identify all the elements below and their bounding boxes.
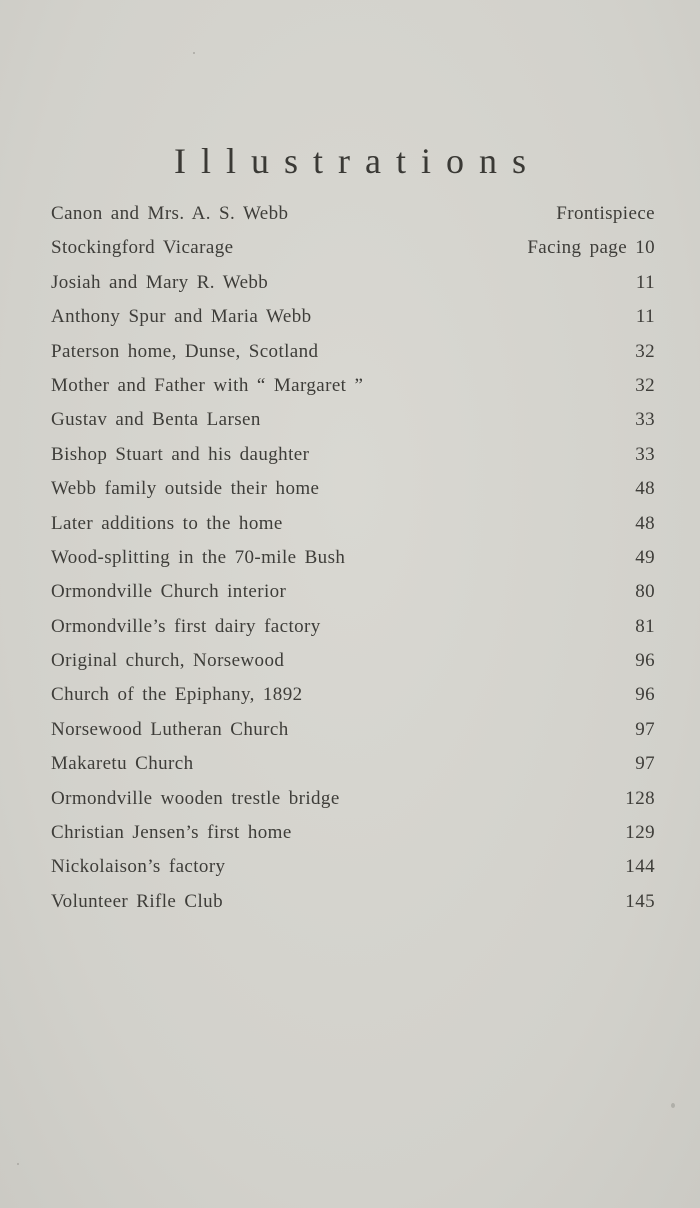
list-item [51,650,655,684]
page-reference: 97 [635,753,655,775]
illustration-caption: Makaretu Church [51,753,194,775]
list-item [51,547,655,581]
page-reference: 96 [635,684,655,706]
page-reference: 128 [625,787,655,809]
illustration-caption: Bishop Stuart and his daughter [51,443,310,465]
list-item [51,616,655,650]
page-reference: 97 [635,718,655,740]
page-reference: 145 [625,890,655,912]
illustration-caption: Stockingford Vicarage [51,237,234,259]
list-item [51,822,655,856]
list-item [51,203,655,237]
paper-speck [671,1103,675,1108]
page-reference: 81 [635,615,655,637]
illustration-caption: Norsewood Lutheran Church [51,718,289,740]
list-item [51,306,655,340]
page-reference: 96 [635,650,655,672]
list-item [51,719,655,753]
page-title: Illustrations [174,141,541,181]
page-reference: 11 [635,306,655,328]
list-item [51,341,655,375]
page-reference: 33 [635,443,655,465]
illustration-caption: Volunteer Rifle Club [51,890,223,912]
illustration-caption: Mother and Father with “ Margaret ” [51,374,364,396]
illustration-caption: Nickolaison’s factory [51,856,226,878]
page-reference: 32 [635,340,655,362]
list-item [51,581,655,615]
page-reference: 80 [635,581,655,603]
list-item [51,237,655,271]
page-reference: 33 [635,409,655,431]
page-reference: 48 [635,478,655,500]
list-item [51,409,655,443]
page-reference: 11 [635,271,655,293]
illustration-caption: Paterson home, Dunse, Scotland [51,340,319,362]
page-reference: 129 [625,822,655,844]
paper-speck [17,1163,19,1165]
page-reference: 144 [625,856,655,878]
paper-speck [193,52,195,54]
list-item [51,856,655,890]
illustrations-list [51,203,655,925]
illustration-caption: Webb family outside their home [51,478,320,500]
illustration-caption: Church of the Epiphany, 1892 [51,684,303,706]
illustration-caption: Christian Jensen’s first home [51,822,292,844]
illustration-caption: Ormondville’s first dairy factory [51,615,321,637]
list-item [51,444,655,478]
page-reference: Facing page 10 [527,237,655,259]
list-item [51,788,655,822]
page-reference: 49 [635,546,655,568]
illustration-caption: Wood-splitting in the 70-mile Bush [51,546,346,568]
illustration-caption: Later additions to the home [51,512,283,534]
page-reference: 48 [635,512,655,534]
illustration-caption: Canon and Mrs. A. S. Webb [51,203,289,224]
page-reference: Frontispiece [556,203,655,224]
illustration-caption: Ormondville wooden trestle bridge [51,787,340,809]
illustration-caption: Original church, Norsewood [51,650,285,672]
list-item [51,478,655,512]
illustration-caption: Josiah and Mary R. Webb [51,271,269,293]
illustration-caption: Ormondville Church interior [51,581,287,603]
list-item [51,891,655,925]
list-item [51,272,655,306]
illustration-caption: Anthony Spur and Maria Webb [51,306,312,328]
list-item [51,684,655,718]
page-reference: 32 [635,374,655,396]
list-item [51,753,655,787]
list-item [51,375,655,409]
illustration-caption: Gustav and Benta Larsen [51,409,261,431]
list-item [51,513,655,547]
